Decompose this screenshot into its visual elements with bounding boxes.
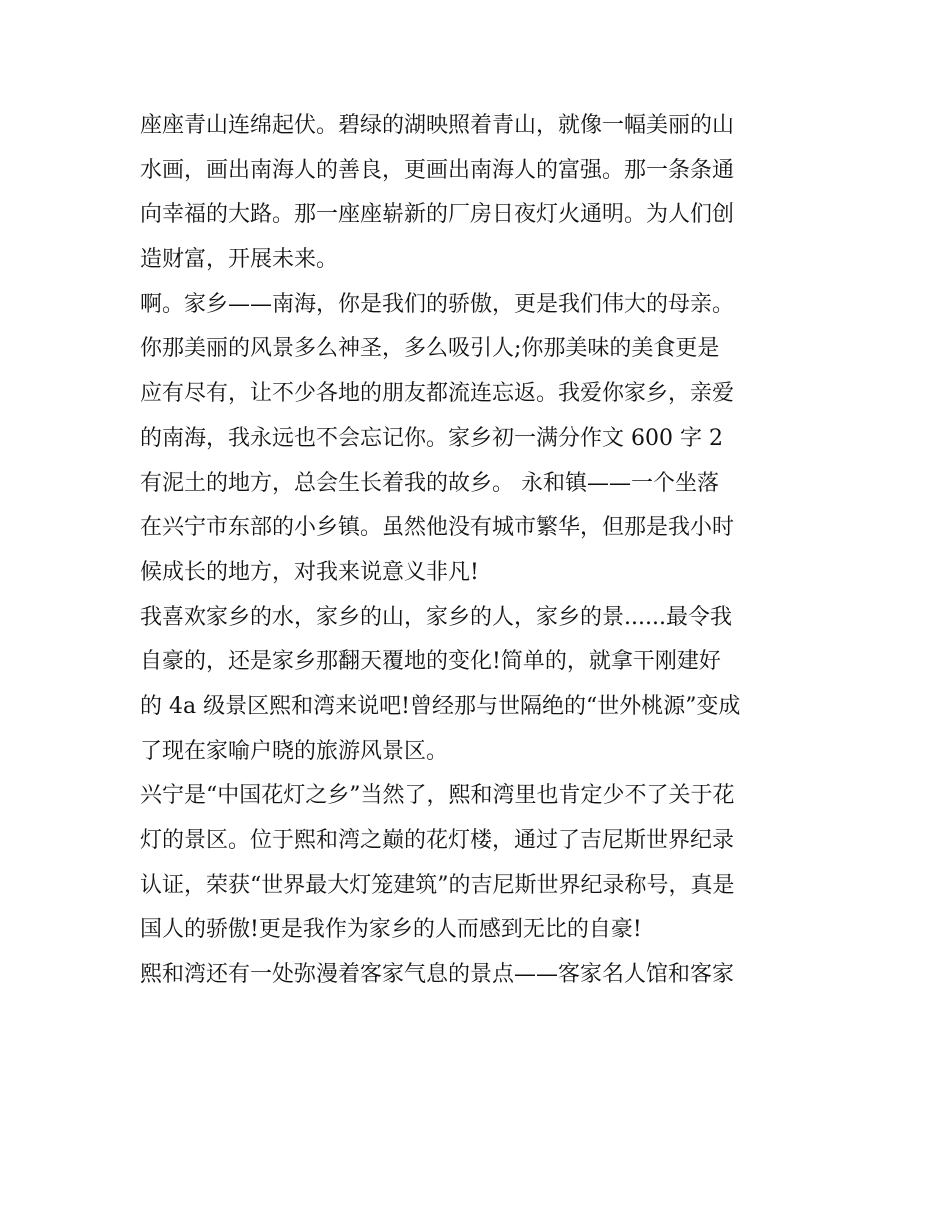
text-line: 自豪的，还是家乡那翻天覆地的变化!简单的，就拿干刚建好 — [140, 649, 721, 675]
text-line: 水画，画出南海人的善良，更画出南海人的富强。那一条条通 — [140, 157, 735, 183]
text-line: 的 4a 级景区熙和湾来说吧!曾经那与世隔绝的“世外桃源”变成 — [140, 693, 741, 719]
text-line: 候成长的地方，对我来说意义非凡! — [140, 559, 479, 585]
text-line: 啊。家乡——南海，你是我们的骄傲，更是我们伟大的母亲。 — [140, 291, 735, 317]
text-line: 了现在家喻户晓的旅游风景区。 — [140, 738, 449, 764]
text-line: 我喜欢家乡的水，家乡的山，家乡的人，家乡的景......最令我 — [140, 604, 732, 630]
text-line: 国人的骄傲!更是我作为家乡的人而感到无比的自豪! — [140, 917, 642, 943]
text-line: 在兴宁市东部的小乡镇。虽然他没有城市繁华，但那是我小时 — [140, 515, 735, 541]
text-line: 造财富，开展未来。 — [140, 247, 339, 273]
text-line: 向幸福的大路。那一座座崭新的厂房日夜灯火通明。为人们创 — [140, 202, 735, 228]
text-line: 有泥土的地方，总会生长着我的故乡。 永和镇——一个坐落 — [140, 470, 719, 496]
text-line: 灯的景区。位于熙和湾之巅的花灯楼，通过了吉尼斯世界纪录 — [140, 828, 735, 853]
text-line: 应有尽有，让不少各地的朋友都流连忘返。我爱你家乡，亲爱 — [140, 381, 735, 407]
text-line: 熙和湾还有一处弥漫着客家气息的景点——客家名人馆和客家 — [140, 962, 735, 988]
text-line: 你那美丽的风景多么神圣，多么吸引人;你那美味的美食更是 — [140, 336, 720, 362]
text-line: 兴宁是“中国花灯之乡”当然了，熙和湾里也肯定少不了关于花 — [140, 783, 735, 809]
text-line: 的南海，我永远也不会忘记你。家乡初一满分作文 600 字 2 — [140, 425, 723, 451]
essay-body — [140, 104, 820, 998]
text-line: 座座青山连绵起伏。碧绿的湖映照着青山，就像一幅美丽的山 — [140, 113, 735, 138]
text-line: 认证，荣获“世界最大灯笼建筑”的吉尼斯世界纪录称号，真是 — [140, 872, 735, 898]
